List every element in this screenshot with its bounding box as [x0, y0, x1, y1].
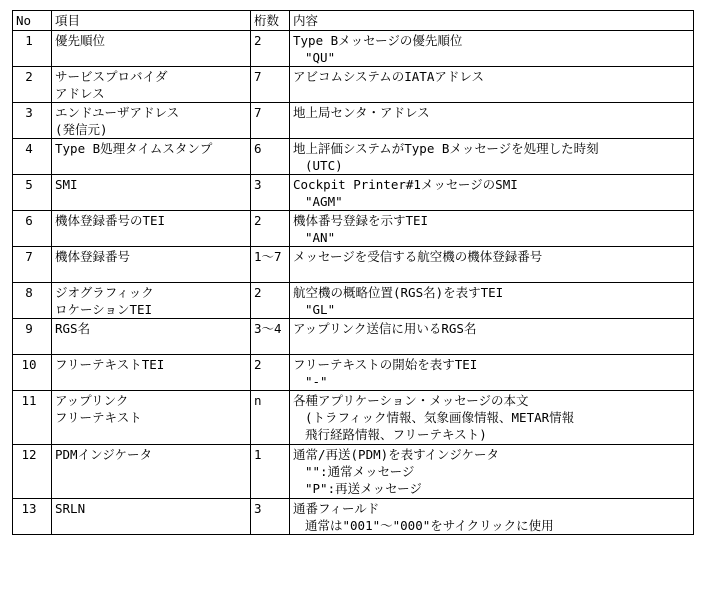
digits-cell: 1～7	[251, 247, 290, 283]
table-row	[13, 103, 694, 139]
row-number: 4	[13, 139, 52, 175]
table-row	[13, 445, 694, 499]
table-row	[13, 67, 694, 103]
item-line: フリーテキスト	[55, 410, 142, 425]
header-row	[13, 11, 694, 31]
item-cell	[52, 31, 251, 67]
content-line: フリーテキストの開始を表すTEI	[293, 357, 478, 372]
item-line: 機体登録番号	[55, 249, 131, 264]
digits-cell: 2	[251, 283, 290, 319]
content-line: 通番フィールド	[293, 501, 380, 516]
content-line: 各種アプリケーション・メッセージの本文	[293, 393, 529, 408]
item-cell	[52, 103, 251, 139]
content-cell	[290, 247, 694, 283]
content-cell	[290, 175, 694, 211]
item-cell	[52, 319, 251, 355]
item-cell	[52, 139, 251, 175]
row-number: 6	[13, 211, 52, 247]
digits-cell: 3	[251, 175, 290, 211]
table-row	[13, 499, 694, 535]
row-number: 10	[13, 355, 52, 391]
row-number: 11	[13, 391, 52, 445]
table-row	[13, 355, 694, 391]
table-row	[13, 391, 694, 445]
table-row	[13, 319, 694, 355]
item-cell	[52, 67, 251, 103]
content-line: Cockpit Printer#1メッセージのSMI	[293, 177, 518, 192]
item-cell	[52, 355, 251, 391]
row-number: 13	[13, 499, 52, 535]
content-line: (UTC)	[305, 158, 343, 173]
table-row	[13, 211, 694, 247]
row-number: 8	[13, 283, 52, 319]
content-cell	[290, 103, 694, 139]
row-number: 3	[13, 103, 52, 139]
content-line: メッセージを受信する航空機の機体登録番号	[293, 249, 543, 264]
content-cell	[290, 211, 694, 247]
row-number: 9	[13, 319, 52, 355]
item-line: SRLN	[55, 501, 86, 516]
item-line: (発信元)	[55, 122, 108, 137]
item-cell	[52, 499, 251, 535]
content-cell	[290, 139, 694, 175]
table-row	[13, 139, 694, 175]
content-cell	[290, 67, 694, 103]
digits-cell: 2	[251, 211, 290, 247]
row-number: 5	[13, 175, 52, 211]
content-line: (トラフィック情報、気象画像情報、METAR情報	[305, 410, 575, 425]
item-cell	[52, 247, 251, 283]
item-cell	[52, 283, 251, 319]
table-row	[13, 175, 694, 211]
item-cell	[52, 445, 251, 499]
digits-cell: 1	[251, 445, 290, 499]
item-line: アドレス	[55, 86, 105, 101]
item-line: ロケーションTEI	[55, 302, 153, 317]
content-line: "P":再送メッセージ	[305, 481, 422, 496]
content-cell	[290, 445, 694, 499]
item-line: アップリンク	[55, 393, 129, 408]
row-number: 2	[13, 67, 52, 103]
header-no: No	[13, 11, 52, 31]
item-cell	[52, 211, 251, 247]
content-line: "":通常メッセージ	[305, 464, 415, 479]
content-line: 航空機の概略位置(RGS名)を表すTEI	[293, 285, 504, 300]
row-number: 1	[13, 31, 52, 67]
content-line: "AGM"	[305, 194, 343, 209]
item-line: RGS名	[55, 321, 91, 336]
item-line: SMI	[55, 177, 78, 192]
content-line: 飛行経路情報、フリーテキスト)	[305, 427, 487, 442]
content-line: 通常/再送(PDM)を表すインジケータ	[293, 447, 499, 462]
item-line: サービスプロバイダ	[55, 69, 168, 84]
content-line: "GL"	[305, 302, 336, 317]
item-line: Type B処理タイムスタンプ	[55, 141, 213, 156]
table-row	[13, 247, 694, 283]
item-line: ジオグラフィック	[55, 285, 154, 300]
digits-cell: 3～4	[251, 319, 290, 355]
data-table	[12, 10, 694, 535]
table-row	[13, 283, 694, 319]
item-cell	[52, 175, 251, 211]
content-line: アップリンク送信に用いるRGS名	[293, 321, 477, 336]
content-line: "QU"	[305, 50, 336, 65]
table-row	[13, 31, 694, 67]
row-number: 7	[13, 247, 52, 283]
content-line: "AN"	[305, 230, 336, 245]
content-cell	[290, 283, 694, 319]
item-line: 機体登録番号のTEI	[55, 213, 166, 228]
content-line: アビコムシステムのIATAアドレス	[293, 69, 484, 84]
row-number: 12	[13, 445, 52, 499]
item-line: エンドユーザアドレス	[55, 105, 180, 120]
table-body	[13, 31, 694, 535]
digits-cell: n	[251, 391, 290, 445]
content-line: "-"	[305, 374, 328, 389]
digits-cell: 2	[251, 31, 290, 67]
content-line: 地上評価システムがType Bメッセージを処理した時刻	[293, 141, 599, 156]
header-content: 内容	[290, 11, 694, 31]
content-cell	[290, 391, 694, 445]
content-cell	[290, 355, 694, 391]
digits-cell: 3	[251, 499, 290, 535]
content-line: 通常は"001"～"000"をサイクリックに使用	[305, 518, 554, 533]
digits-cell: 7	[251, 67, 290, 103]
item-line: フリーテキストTEI	[55, 357, 165, 372]
header-item: 項目	[52, 11, 251, 31]
content-cell	[290, 319, 694, 355]
item-cell	[52, 391, 251, 445]
digits-cell: 2	[251, 355, 290, 391]
content-line: 機体番号登録を示すTEI	[293, 213, 429, 228]
item-line: 優先順位	[55, 33, 106, 48]
content-cell	[290, 499, 694, 535]
digits-cell: 6	[251, 139, 290, 175]
content-line: 地上局センタ・アドレス	[293, 105, 430, 120]
digits-cell: 7	[251, 103, 290, 139]
content-line: Type Bメッセージの優先順位	[293, 33, 463, 48]
content-cell	[290, 31, 694, 67]
header-digits: 桁数	[251, 11, 290, 31]
item-line: PDMインジケータ	[55, 447, 153, 462]
